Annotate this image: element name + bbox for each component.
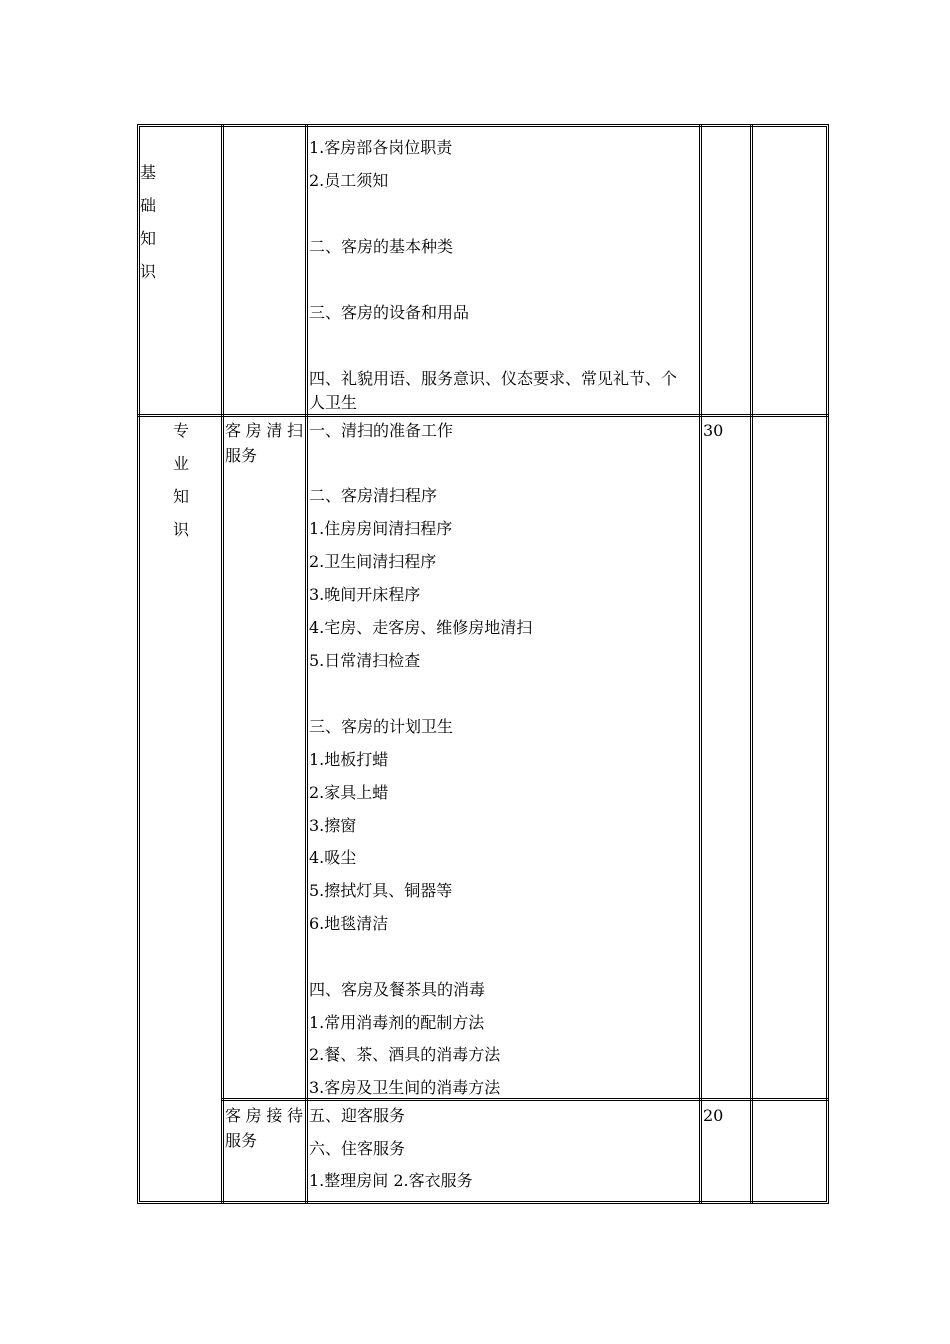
content-line: 1.常用消毒剂的配制方法 [309, 1013, 485, 1032]
content-line: 4.宅房、走客房、维修房地清扫 [309, 618, 533, 637]
content-line: 2.餐、茶、酒具的消毒方法 [309, 1045, 501, 1064]
curriculum-table [137, 124, 829, 1204]
category-char: 知 [140, 229, 157, 248]
content-line: 一、清扫的准备工作 [309, 421, 454, 440]
category-char: 基 [140, 163, 157, 182]
content-cell [309, 417, 699, 1098]
content-line: 人卫生 [309, 393, 358, 412]
content-line: 1.住房房间清扫程序 [309, 519, 453, 538]
category-char: 识 [140, 262, 157, 281]
content-line: 三、客房的设备和用品 [309, 303, 470, 322]
category-char: 知 [173, 487, 190, 506]
content-line: 四、礼貌用语、服务意识、仪态要求、常见礼节、个 [309, 369, 678, 388]
content-line: 2.员工须知 [309, 171, 389, 190]
content-cell [309, 1101, 699, 1201]
subject-line: 服务 [225, 446, 258, 465]
content-line: 2.家具上蜡 [309, 783, 389, 802]
hours-cell: 20 [703, 1106, 724, 1125]
content-line: 二、客房清扫程序 [309, 486, 438, 505]
category-cell [140, 124, 220, 414]
category-char: 识 [173, 520, 190, 539]
content-line: 1.整理房间 2.客衣服务 [309, 1171, 473, 1190]
content-line: 1.地板打蜡 [309, 750, 389, 769]
category-char: 专 [173, 421, 190, 440]
subject-line: 服务 [225, 1131, 258, 1150]
content-line: 3.擦窗 [309, 816, 357, 835]
subject-line: 客房接待 [225, 1106, 303, 1125]
category-char: 础 [140, 196, 157, 215]
content-line: 5.擦拭灯具、铜器等 [309, 881, 453, 900]
category-cell [140, 417, 220, 539]
category-char: 业 [173, 454, 190, 473]
hours-cell: 30 [703, 421, 724, 440]
content-line: 五、迎客服务 [309, 1106, 406, 1125]
table-row [137, 124, 829, 414]
content-line: 二、客房的基本种类 [309, 237, 454, 256]
content-line: 4.吸尘 [309, 848, 357, 867]
content-line: 2.卫生间清扫程序 [309, 552, 437, 571]
content-line: 3.晚间开床程序 [309, 585, 421, 604]
table-row [221, 1101, 829, 1201]
content-line: 三、客房的计划卫生 [309, 717, 454, 736]
content-line: 1.客房部各岗位职责 [309, 138, 453, 157]
subject-line: 客房清扫 [225, 421, 303, 440]
table-row [137, 417, 829, 1098]
content-line: 六、住客服务 [309, 1139, 406, 1158]
content-line: 6.地毯清洁 [309, 914, 389, 933]
content-line: 5.日常清扫检查 [309, 651, 421, 670]
content-line: 四、客房及餐茶具的消毒 [309, 980, 486, 999]
content-line: 3.客房及卫生间的消毒方法 [309, 1078, 501, 1097]
content-cell [309, 124, 699, 414]
